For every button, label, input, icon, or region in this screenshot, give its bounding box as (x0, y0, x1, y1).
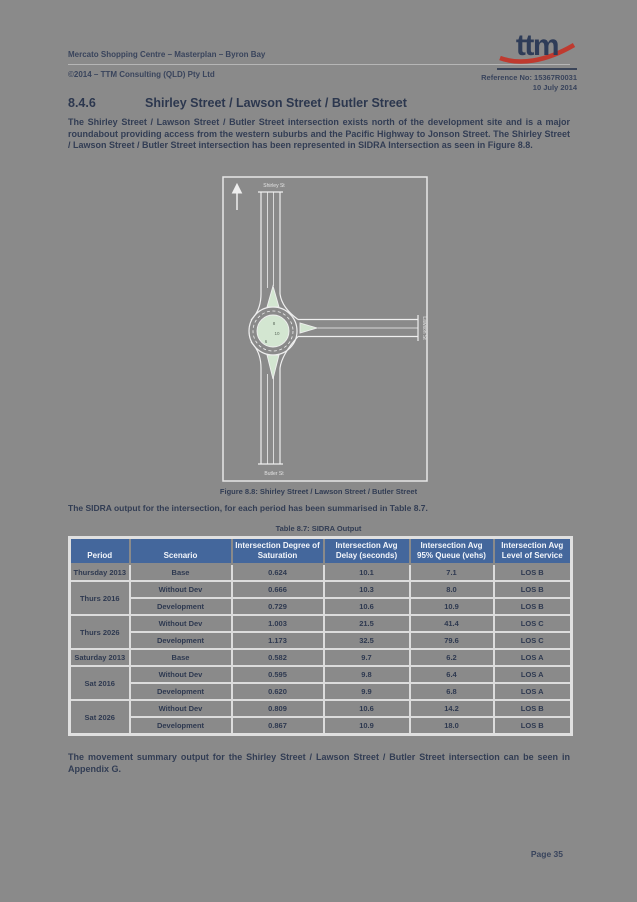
dos-cell: 1.173 (232, 632, 324, 649)
queue-cell: 8.0 (410, 581, 494, 598)
scenario-cell: Without Dev (130, 615, 232, 632)
delay-cell: 10.6 (324, 598, 410, 615)
los-cell: LOS C (494, 632, 572, 649)
document-date: 10 July 2014 (532, 83, 577, 92)
los-cell: LOS B (494, 717, 572, 735)
header-project-title: Mercato Shopping Centre – Masterplan – Byron Bay (68, 50, 266, 59)
period-cell: Thursday 2013 (70, 564, 130, 581)
figure-caption: Figure 8.8: Shirley Street / Lawson Street / Butler Street (219, 487, 418, 496)
col-header-level-of-service: Intersection Avg Level of Service (494, 538, 572, 565)
scenario-cell: Base (130, 564, 232, 581)
annotation-10: 10 (274, 331, 280, 336)
annotation-8: 8 (272, 321, 276, 326)
scenario-cell: Without Dev (130, 581, 232, 598)
period-cell: Thurs 2016 (70, 581, 130, 615)
table-row (70, 615, 572, 632)
north-leg-label: Shirley St (263, 183, 285, 189)
table-row (70, 666, 572, 683)
scenario-cell: Development (130, 632, 232, 649)
scenario-cell: Without Dev (130, 666, 232, 683)
scenario-cell: Development (130, 598, 232, 615)
los-cell: LOS B (494, 700, 572, 717)
table-row (70, 717, 572, 735)
dos-cell: 0.666 (232, 581, 324, 598)
los-cell: LOS A (494, 666, 572, 683)
header-rule (68, 64, 570, 65)
header-copyright: ©2014 – TTM Consulting (QLD) Pty Ltd (68, 70, 215, 79)
ttm-logo-graphic (497, 26, 577, 70)
ttm-logo (497, 26, 577, 70)
delay-cell: 21.5 (324, 615, 410, 632)
page-number: Page 35 (530, 849, 563, 859)
col-header-scenario: Scenario (130, 538, 232, 565)
dos-cell: 0.582 (232, 649, 324, 666)
col-header-avg-delay: Intersection Avg Delay (seconds) (324, 538, 410, 565)
queue-cell: 14.2 (410, 700, 494, 717)
queue-cell: 79.6 (410, 632, 494, 649)
table-intro-paragraph: The SIDRA output for the intersection, for each period has been summarised in Table 8.7. (68, 503, 428, 513)
central-island (257, 315, 289, 347)
queue-cell: 18.0 (410, 717, 494, 735)
roundabout-diagram-svg (222, 176, 428, 482)
los-cell: LOS C (494, 615, 572, 632)
period-cell: Sat 2026 (70, 700, 130, 735)
queue-cell: 6.2 (410, 649, 494, 666)
table-row (70, 598, 572, 615)
figure-border (223, 177, 427, 481)
queue-cell: 10.9 (410, 598, 494, 615)
delay-cell: 10.3 (324, 581, 410, 598)
table-row (70, 683, 572, 700)
south-splitter-island (267, 355, 279, 379)
delay-cell: 32.5 (324, 632, 410, 649)
dos-cell: 0.620 (232, 683, 324, 700)
scenario-cell: Development (130, 683, 232, 700)
queue-cell: 6.8 (410, 683, 494, 700)
figure-roundabout-diagram (222, 176, 428, 482)
dos-cell: 0.624 (232, 564, 324, 581)
scenario-cell: Without Dev (130, 700, 232, 717)
dos-cell: 0.595 (232, 666, 324, 683)
queue-cell: 41.4 (410, 615, 494, 632)
table-title: Table 8.7: SIDRA Output (275, 524, 362, 533)
dos-cell: 0.809 (232, 700, 324, 717)
intro-paragraph: The Shirley Street / Lawson Street / Butler Street intersection exists north of the development site and is a major roundabout providing access from the western suburbs and the Pacific Highway to Jonson Street. The Shirley Street / Lawson Street / Butler Street intersection has been represented in SIDRA Intersection as seen in Figure 8.8. (68, 117, 570, 150)
delay-cell: 10.9 (324, 717, 410, 735)
delay-cell: 9.9 (324, 683, 410, 700)
logo-text: ttm (515, 29, 559, 62)
east-leg-label: Lawson St (421, 316, 427, 340)
reference-number: Reference No: 15367R0031 (481, 73, 577, 82)
east-splitter-island (300, 323, 317, 333)
section-heading (68, 96, 407, 110)
section-number: 8.4.6 (68, 96, 96, 110)
table-row (70, 632, 572, 649)
annotation-6: 6 (264, 339, 268, 344)
section-title: Shirley Street / Lawson Street / Butler Street (145, 96, 407, 110)
traffic-islands (257, 286, 317, 379)
queue-cell: 6.4 (410, 666, 494, 683)
col-header-period: Period (70, 538, 130, 565)
north-arrow-icon (233, 184, 242, 210)
south-leg-label: Butler St (264, 471, 284, 477)
table-row (70, 649, 572, 666)
period-cell: Thurs 2026 (70, 615, 130, 649)
table-row (70, 581, 572, 598)
table-row (70, 564, 572, 581)
col-header-degree-of-saturation: Intersection Degree of Saturation (232, 538, 324, 565)
queue-cell: 7.1 (410, 564, 494, 581)
period-cell: Sat 2016 (70, 666, 130, 700)
closing-paragraph: The movement summary output for the Shirley Street / Lawson Street / Butler Street intersection can be seen in Appendix G. (68, 752, 570, 774)
scenario-cell: Development (130, 717, 232, 735)
table-row (70, 700, 572, 717)
north-splitter-island (267, 286, 279, 307)
dos-cell: 1.003 (232, 615, 324, 632)
logo-underline-rule (497, 68, 577, 70)
table-header-row (70, 538, 572, 565)
dos-cell: 0.867 (232, 717, 324, 735)
col-header-avg-queue: Intersection Avg 95% Queue (vehs) (410, 538, 494, 565)
los-cell: LOS A (494, 683, 572, 700)
delay-cell: 10.6 (324, 700, 410, 717)
period-cell: Saturday 2013 (70, 649, 130, 666)
los-cell: LOS B (494, 598, 572, 615)
delay-cell: 9.8 (324, 666, 410, 683)
header-reference-block (481, 73, 577, 93)
dos-cell: 0.729 (232, 598, 324, 615)
los-cell: LOS B (494, 581, 572, 598)
scenario-cell: Base (130, 649, 232, 666)
sidra-output-table (68, 536, 573, 736)
delay-cell: 10.1 (324, 564, 410, 581)
delay-cell: 9.7 (324, 649, 410, 666)
los-cell: LOS B (494, 564, 572, 581)
los-cell: LOS A (494, 649, 572, 666)
